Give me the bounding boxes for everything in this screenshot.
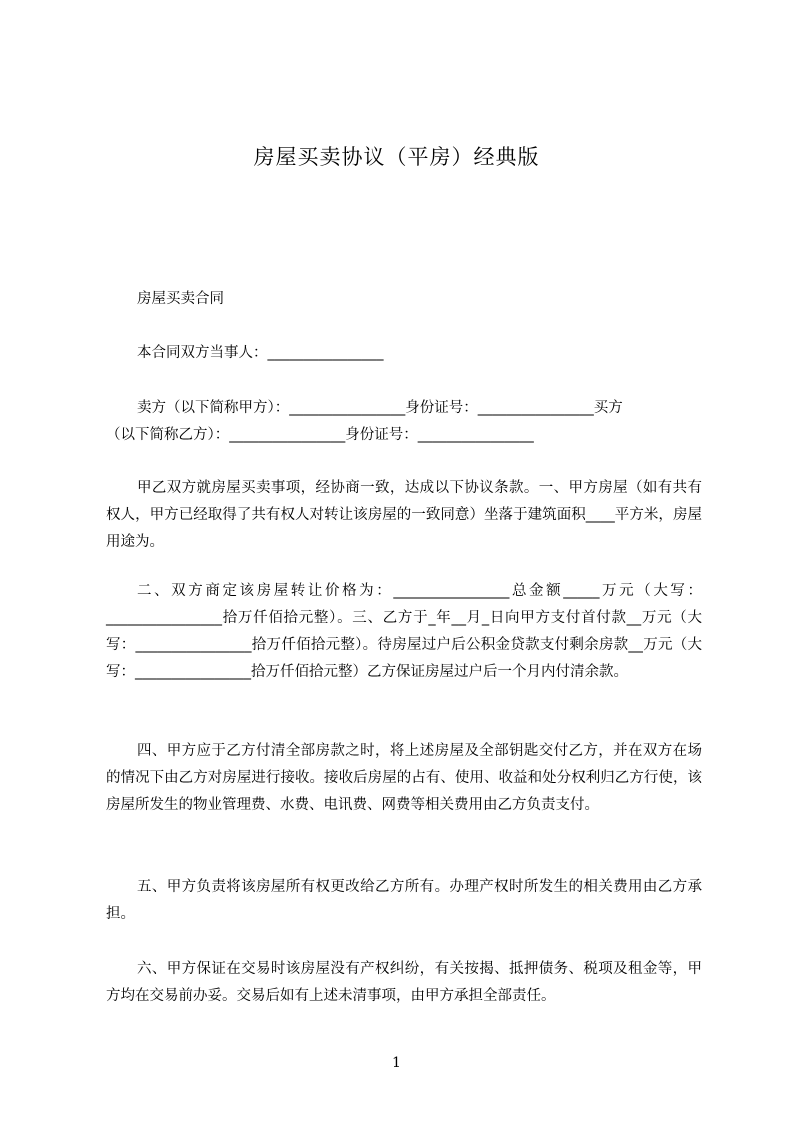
buyer-line: （以下简称乙方）：________________身份证号：________________ bbox=[106, 427, 534, 443]
paragraph-delivery: 四、甲方应于乙方付清全部房款之时，将上述房屋及全部钥匙交付乙方，并在双方在场的情况下由乙方对房屋进行接收。接收后房屋的占有、使用、收益和处分权利归乙方行使，该房屋所发生的物业管理费、水费、电讯费、网费等相关费用由乙方负责支付。 bbox=[106, 743, 702, 813]
seller-line: 卖方（以下简称甲方）：________________身份证号：________________买方 bbox=[137, 400, 623, 416]
page-number: 1 bbox=[392, 1055, 401, 1071]
paragraph-price: 二、双方商定该房屋转让价格为：________________总金额_____万元（大写：________________拾万仟佰拾元整）。三、乙方于_年__月_日向甲方支付首付款__万元（大写：________________拾万仟佰拾元整）。待房屋过户后公积金贷款支付剩余房款__万元（大写：________________拾万仟佰拾元整）乙方保证房屋过户后一个月内付清余款。 bbox=[106, 583, 702, 680]
contract-heading: 房屋买卖合同 bbox=[137, 291, 224, 307]
parties-line: 本合同双方当事人：________________ bbox=[137, 345, 384, 361]
document-title: 房屋买卖协议（平房）经典版 bbox=[253, 145, 540, 169]
paragraph-guarantee: 六、甲方保证在交易时该房屋没有产权纠纷，有关按揭、抵押债务、税项及租金等，甲方均在交易前办妥。交易后如有上述未清事项，由甲方承担全部责任。 bbox=[106, 961, 702, 1004]
paragraph-ownership: 五、甲方负责将该房屋所有权更改给乙方所有。办理产权时所发生的相关费用由乙方承担。 bbox=[106, 879, 702, 922]
paragraph-agreement: 甲乙双方就房屋买卖事项，经协商一致，达成以下协议条款。一、甲方房屋（如有共有权人，甲方已经取得了共有权人对转让该房屋的一致同意）坐落于建筑面积____平方米，房屋用途为。 bbox=[106, 480, 702, 550]
